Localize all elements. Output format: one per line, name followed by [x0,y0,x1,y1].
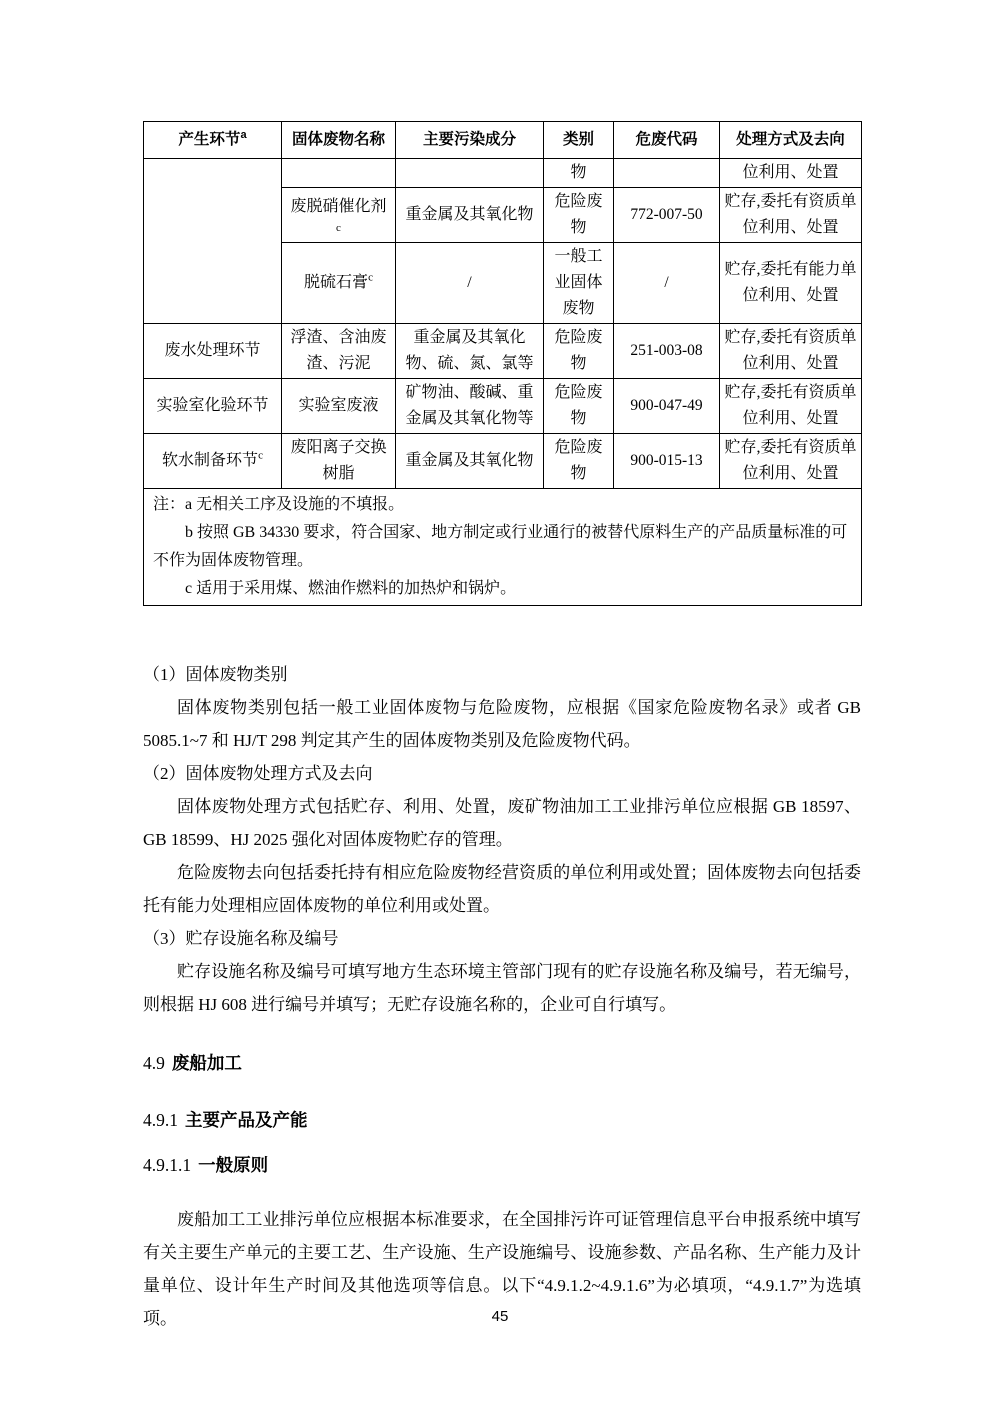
section-title: 废船加工 [171,1053,242,1073]
cell-pollutants: 重金属及其氧化物、硫、氮、氯等 [396,324,544,379]
header-waste-name: 固体废物名称 [282,122,396,159]
table-row [144,324,862,379]
cell-disposal: 贮存,委托有资质单位利用、处置 [720,379,862,434]
stage-sup: c [258,449,263,462]
cell-code: 772-007-50 [614,188,720,243]
cell-category: 危险废物 [544,434,614,489]
page-content [143,121,861,1335]
cell-waste-name: 实验室废液 [282,379,396,434]
header-disposal: 处理方式及去向 [720,122,862,159]
cell-code: 900-015-13 [614,434,720,489]
cell-code: 251-003-08 [614,324,720,379]
cell-waste-name: 废阳离子交换树脂 [282,434,396,489]
waste-name-sup: c [336,222,341,234]
cell-stage [144,159,282,324]
cell-waste-name [282,188,396,243]
note-b: b 按照 GB 34330 要求，符合国家、地方制定或行业通行的被替代原料生产的产品质量标准的可不作为固体废物管理。 [153,524,848,569]
waste-name-sup: c [368,271,373,284]
list-item-1: （1）固体废物类别 [143,665,288,684]
cell-waste-name [282,243,396,324]
cell-waste-name [282,159,396,188]
list-item-2: （2）固体废物处理方式及去向 [143,764,373,783]
section-title: 一般原则 [198,1155,269,1175]
section-number: 4.9 [143,1053,165,1073]
section-title: 主要产品及产能 [185,1110,308,1130]
table-row [144,434,862,489]
cell-disposal: 贮存,委托有资质单位利用、处置 [720,188,862,243]
cell-disposal: 贮存,委托有资质单位利用、处置 [720,434,862,489]
header-stage-label: 产生环节 [178,131,241,148]
cell-category: 危险废物 [544,379,614,434]
cell-code [614,159,720,188]
section-number: 4.9.1.1 [143,1155,192,1175]
table-header-row [144,122,862,159]
section-number: 4.9.1 [143,1110,178,1130]
page-number: 45 [491,1308,509,1325]
cell-disposal: 贮存,委托有能力单位利用、处置 [720,243,862,324]
cell-stage: 废水处理环节 [144,324,282,379]
table-notes [144,489,862,606]
paragraph: 固体废物处理方式包括贮存、利用、处置，废矿物油加工工业排污单位应根据 GB 18597、GB 18599、HJ 2025 强化对固体废物贮存的管理。 [143,797,861,849]
cell-category: 物 [544,159,614,188]
section-heading-4-9-1-1 [143,1149,861,1182]
paragraph: 废船加工工业排污单位应根据本标准要求，在全国排污许可证管理信息平台申报系统中填写有关主要生产单元的主要工艺、生产设施、生产设施编号、设施参数、产品名称、生产能力及计量单位、设计年生产时间及其他选项等信息。以下“4.9.1.2~4.9.1.6”为必填项，“4.9.1.7”为选填项。 [143,1210,861,1328]
header-pollutants: 主要污染成分 [396,122,544,159]
waste-name-label: 脱硫石膏 [304,274,369,291]
cell-disposal: 位利用、处置 [720,159,862,188]
cell-category: 危险废物 [544,188,614,243]
table-notes-row [144,489,862,606]
note-a: 注：a 无相关工序及设施的不填报。 [153,496,405,513]
paragraph: 危险废物去向包括委托持有相应危险废物经营资质的单位利用或处置；固体废物去向包括委托有能力处理相应固体废物的单位利用或处置。 [143,863,861,915]
header-stage [144,122,282,159]
paragraph: 固体废物类别包括一般工业固体废物与危险废物，应根据《国家危险废物名录》或者 GB 5085.1~7 和 HJ/T 298 判定其产生的固体废物类别及危险废物代码。 [143,698,861,750]
cell-pollutants: 矿物油、酸碱、重金属及其氧化物等 [396,379,544,434]
cell-waste-name: 浮渣、含油废渣、污泥 [282,324,396,379]
table-row [144,159,862,188]
note-c: c 适用于采用煤、燃油作燃料的加热炉和锅炉。 [185,580,517,597]
section-heading-4-9-1 [143,1104,861,1137]
cell-disposal: 贮存,委托有资质单位利用、处置 [720,324,862,379]
section-heading-4-9 [143,1047,861,1080]
cell-pollutants: / [396,243,544,324]
cell-code: / [614,243,720,324]
cell-code: 900-047-49 [614,379,720,434]
list-item-3: （3）贮存设施名称及编号 [143,929,339,948]
cell-stage [144,434,282,489]
header-category: 类别 [544,122,614,159]
body-text [143,658,861,1335]
cell-pollutants: 重金属及其氧化物 [396,188,544,243]
paragraph: 贮存设施名称及编号可填写地方生态环境主管部门现有的贮存设施名称及编号，若无编号，则根据 HJ 608 进行编号并填写；无贮存设施名称的，企业可自行填写。 [143,962,861,1014]
header-code: 危废代码 [614,122,720,159]
stage-label: 软水制备环节 [162,452,259,469]
cell-category: 危险废物 [544,324,614,379]
cell-stage: 实验室化验环节 [144,379,282,434]
header-stage-sup: a [240,128,247,141]
waste-name-label: 废脱硝催化剂 [290,198,387,215]
solid-waste-table [143,121,862,606]
cell-pollutants: 重金属及其氧化物 [396,434,544,489]
cell-category: 一般工业固体废物 [544,243,614,324]
cell-pollutants [396,159,544,188]
table-row [144,379,862,434]
